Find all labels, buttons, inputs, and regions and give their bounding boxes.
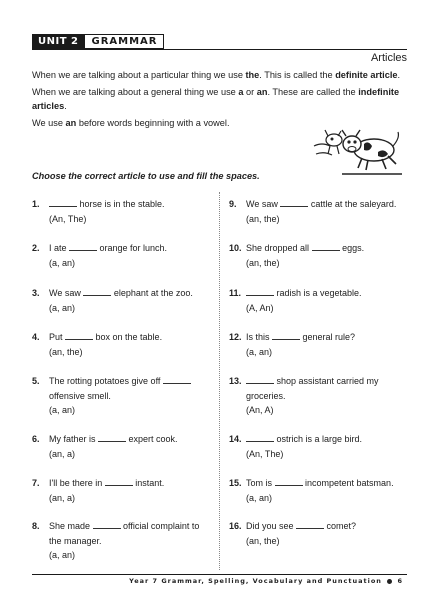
question-7: 7. I'll be there in instant. (an, a) (32, 478, 165, 503)
question-11: 11. radish is a vegetable. (A, An) (229, 288, 362, 313)
question-10: 10. She dropped all eggs. (an, the) (229, 243, 365, 268)
question-5: 5. The rotting potatoes give off offensive smell. (a, an) (32, 374, 212, 418)
unit-topic: GRAMMAR (84, 34, 164, 49)
answer-blank-10[interactable] (312, 242, 340, 251)
bullet-dot-icon (387, 579, 392, 584)
footer-divider (32, 574, 407, 575)
intro-paragraph-vowel: We use an before words beginning with a vowel. (32, 118, 230, 128)
question-12: 12. Is this general rule? (a, an) (229, 332, 356, 357)
answer-blank-6[interactable] (98, 433, 126, 442)
answer-blank-8[interactable] (93, 520, 121, 529)
footer (129, 577, 403, 585)
intro-paragraph-indefinite: When we are talking about a general thing we use a or an. These are called the indefinite articles. (32, 87, 400, 111)
answer-blank-14[interactable] (246, 433, 274, 442)
column-divider (219, 192, 220, 570)
question-2: 2. I ate orange for lunch. (a, an) (32, 243, 168, 268)
answer-blank-3[interactable] (83, 287, 111, 296)
question-9: 9. We saw cattle at the saleyard. (an, the) (229, 199, 397, 224)
instructions: Choose the correct article to use and fill the spaces. (32, 171, 260, 181)
question-4: 4. Put box on the table. (an, the) (32, 332, 163, 357)
unit-label: UNIT 2 (32, 34, 84, 49)
question-1: 1. horse is in the stable. (An, The) (32, 199, 165, 224)
page-title: Articles (370, 52, 407, 64)
question-15: 15. Tom is incompetent batsman. (a, an) (229, 478, 394, 503)
answer-blank-16[interactable] (296, 520, 324, 529)
question-6: 6. My father is expert cook. (an, a) (32, 434, 178, 459)
answer-blank-15[interactable] (275, 477, 303, 486)
page-number: 6 (397, 577, 403, 585)
answer-blank-5[interactable] (163, 375, 191, 384)
answer-blank-4[interactable] (65, 331, 93, 340)
answer-blank-13[interactable] (246, 375, 274, 384)
answer-blank-9[interactable] (280, 198, 308, 207)
unit-header (32, 34, 164, 49)
question-3: 3. We saw elephant at the zoo. (a, an) (32, 288, 193, 313)
cow-illustration (312, 124, 404, 178)
answer-blank-7[interactable] (105, 477, 133, 486)
question-14: 14. ostrich is a large bird. (An, The) (229, 434, 363, 459)
question-13: 13. shop assistant carried my groceries. (An, A) (229, 376, 379, 416)
header-divider (32, 49, 407, 50)
answer-blank-11[interactable] (246, 287, 274, 296)
question-16: 16. Did you see comet? (an, the) (229, 521, 357, 546)
question-8: 8. She made official complaint to the manager. (a, an) (32, 521, 200, 561)
footer-book-title: Year 7 Grammar, Spelling, Vocabulary and Punctuation (129, 577, 382, 585)
answer-blank-2[interactable] (69, 242, 97, 251)
answer-blank-1[interactable] (49, 198, 77, 207)
intro-paragraph-definite: When we are talking about a particular thing we use the. This is called the definite article. (32, 70, 401, 80)
answer-blank-12[interactable] (272, 331, 300, 340)
